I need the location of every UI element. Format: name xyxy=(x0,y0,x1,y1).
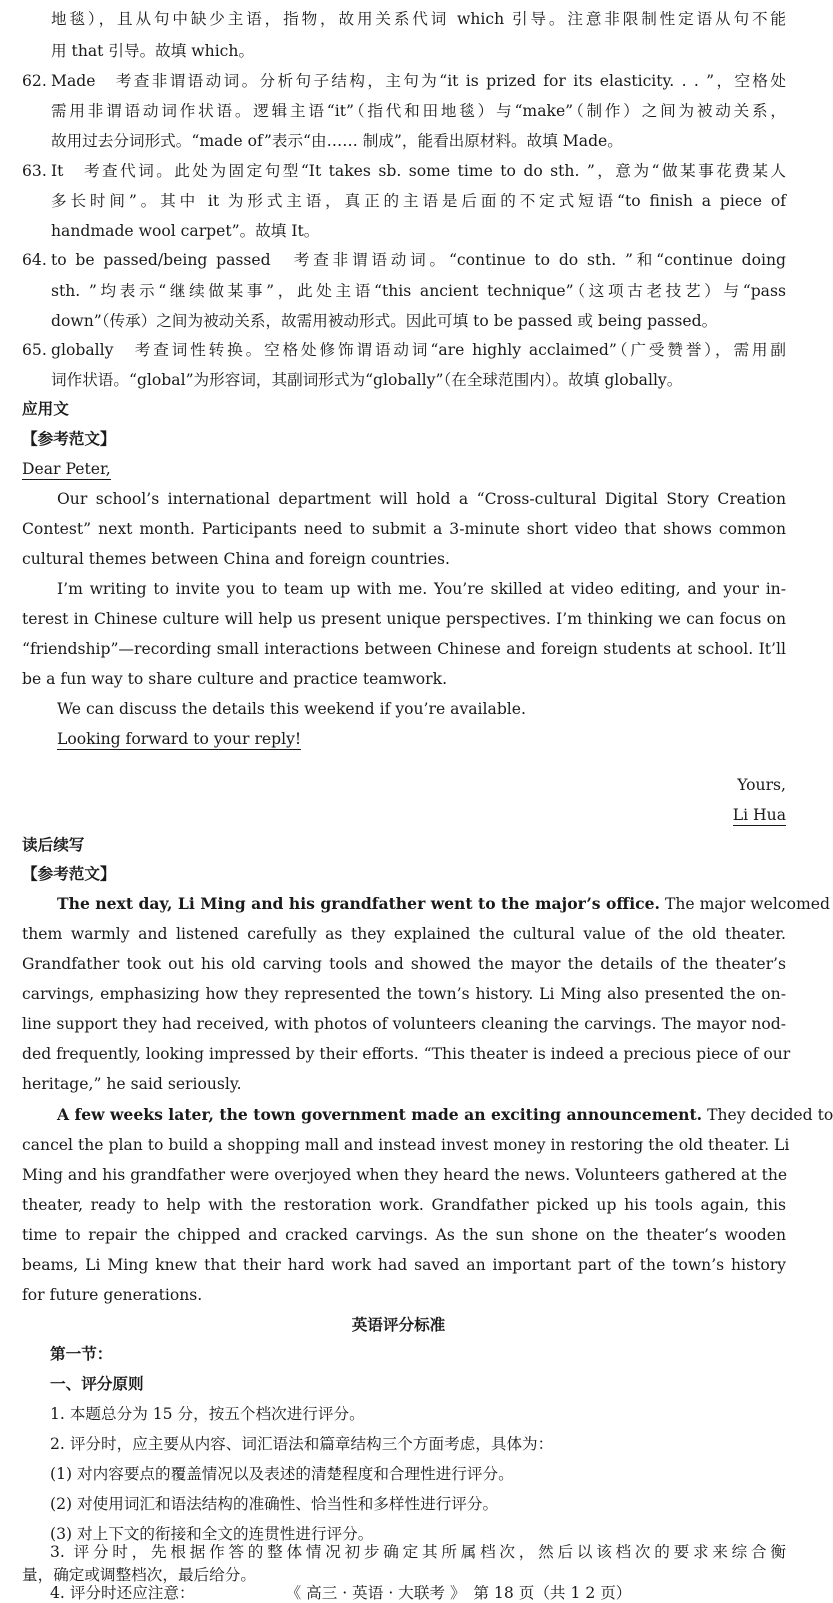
letter-sign-off: Yours, xyxy=(737,776,786,794)
answer-63-line-1: It 考查代词。此处为固定句型“It takes sb. some time to do sth. ”，意为“做某事花费某人 xyxy=(51,162,786,180)
letter-p2-line-2: terest in Chinese culture will help us present unique perspectives. I’m thinking we can focus on xyxy=(22,610,786,628)
reference-essay-label: 【参考范文】 xyxy=(22,430,116,448)
story-p2-line-1-rest: They decided to xyxy=(702,1106,833,1124)
story-p1-line-6: ded frequently, looking impressed by their efforts. “This theater is indeed a precious piece of our xyxy=(22,1045,791,1063)
answer-62-line-1: Made 考查非谓语动词。分析句子结构，主句为“it is prized for its elasticity. . . ”，空格处 xyxy=(51,72,786,90)
letter-p1-line-1: Our school’s international department will hold a “Cross-cultural Digital Story Creation xyxy=(57,490,786,508)
letter-p2-line-3: “friendship”—recording small interactions between Chinese and foreign students at school. It’ll xyxy=(22,640,786,658)
story-p2-line-6: beams, Li Ming knew that their hard work had saved an important part of the town’s history xyxy=(22,1256,786,1274)
letter-signature-text: Li Hua xyxy=(732,806,786,824)
letter-signature xyxy=(733,800,786,831)
page-footer xyxy=(0,1583,797,1603)
answer-61-line-2: 用 that 引导。故填 which。 xyxy=(51,42,255,60)
scoring-rule-2: 2. 评分时，应主要从内容、词汇语法和篇章结构三个方面考虑，具体为： xyxy=(50,1435,554,1453)
story-p2-line-2: cancel the plan to build a shopping mall and instead invest money in restoring the old theater. Li xyxy=(22,1136,790,1154)
story-p2-line-5: time to repair the chipped and cracked carvings. As the sun shone on the theater’s wooden xyxy=(22,1226,786,1244)
scoring-part: 第一节： xyxy=(50,1345,113,1363)
answer-62-number: 62. xyxy=(22,72,47,90)
story-p1-line-7: heritage,” he said seriously. xyxy=(22,1075,242,1093)
reference-essay-label-2: 【参考范文】 xyxy=(22,865,116,883)
answer-64-line-1: to be passed/being passed 考查非谓语动词。“continue to do sth. ”和“continue doing xyxy=(51,251,786,269)
answer-64-line-2: sth. ”均表示“继续做某事”，此处主语“this ancient technique”（这项古老技艺）与“pass xyxy=(51,282,786,300)
story-p2-lead-sentence: A few weeks later, the town government made an exciting announcement. xyxy=(57,1105,703,1124)
answer-65-line-1: globally 考查词性转换。空格处修饰谓语动词“are highly acclaimed”（广受赞誉），需用副 xyxy=(51,341,786,359)
scoring-rule-3-line-1: 3. 评分时，先根据作答的整体情况初步确定其所属档次，然后以该档次的要求来综合衡 xyxy=(50,1543,786,1561)
story-p1-line-2: them warmly and listened carefully as they explained the cultural value of the old theater. xyxy=(22,925,786,943)
letter-p1-line-3: cultural themes between China and foreign countries. xyxy=(22,550,451,568)
letter-greeting-text: Dear Peter, xyxy=(22,460,111,478)
answer-62-line-3: 故用过去分词形式。“made of”表示“由…… 制成”，能看出原材料。故填 Made。 xyxy=(51,132,623,150)
section-heading-applied-writing: 应用文 xyxy=(22,400,69,418)
section-heading-continuation-writing: 读后续写 xyxy=(22,836,85,854)
letter-p2-line-4: be a fun way to share culture and practice teamwork. xyxy=(22,670,448,688)
story-p1-line-4: carvings, emphasizing how they represented the town’s history. Li Ming also presented the on- xyxy=(22,985,786,1003)
story-p2-line-7: for future generations. xyxy=(22,1286,203,1304)
scoring-rule-1: 1. 本题总分为 15 分，按五个档次进行评分。 xyxy=(50,1405,365,1423)
letter-closing xyxy=(57,724,301,755)
story-p1-line-3: Grandfather took out his old carving tools and showed the mayor the details of the theater’s xyxy=(22,955,786,973)
scoring-title: 英语评分标准 xyxy=(351,1316,446,1334)
page-footer-text: 《 高三 · 英语 · 大联考 》 第 18 页（共 1 2 页） xyxy=(285,1584,632,1602)
story-p1-line-1 xyxy=(57,889,830,920)
answer-64-line-3: down”（传承）之间为被动关系，故需用被动形式。因此可填 to be passed 或 being passed。 xyxy=(51,312,718,330)
answer-62-line-2: 需用非谓语动词作状语。逻辑主语“it”（指代和田地毯）与“make”（制作）之间为被动关系， xyxy=(51,102,786,120)
scoring-rule-2-2: (2) 对使用词汇和语法结构的准确性、恰当性和多样性进行评分。 xyxy=(50,1495,499,1513)
story-p1-line-5: line support they had received, with photos of volunteers cleaning the carvings. The mayor nod- xyxy=(22,1015,786,1033)
answer-63-line-2: 多长时间”。其中 it 为形式主语，真正的主语是后面的不定式短语“to finish a piece of xyxy=(51,192,786,210)
letter-p1-line-2: Contest” next month. Participants need to submit a 3-minute short video that shows common xyxy=(22,520,786,538)
scoring-rule-4-visible: 4. 评分时还应注意： xyxy=(50,1584,195,1602)
letter-greeting xyxy=(22,454,111,485)
answer-63-number: 63. xyxy=(22,162,47,180)
story-p2-line-4: theater, ready to help with the restoration work. Grandfather picked up his tools again, this xyxy=(22,1196,786,1214)
letter-closing-text: Looking forward to your reply! xyxy=(57,730,302,748)
story-p1-lead-sentence: The next day, Li Ming and his grandfather went to the major’s office. xyxy=(57,894,660,913)
answer-61-line-1: 地毯），且从句中缺少主语，指物，故用关系代词 which 引导。注意非限制性定语从句不能 xyxy=(51,10,786,28)
story-p2-line-3: Ming and his grandfather were overjoyed when they heard the news. Volunteers gathered at the xyxy=(22,1166,788,1184)
letter-p2-line-1: I’m writing to invite you to team up with me. You’re skilled at video editing, and your in- xyxy=(57,580,786,598)
story-p1-line-1-rest: The major welcomed xyxy=(660,895,830,913)
answer-65-number: 65. xyxy=(22,341,47,359)
story-p2-line-1 xyxy=(57,1100,833,1131)
scoring-principle-heading: 一、评分原则 xyxy=(50,1375,144,1393)
answer-63-line-3: handmade wool carpet”。故填 It。 xyxy=(51,222,320,240)
letter-p3: We can discuss the details this weekend if you’re available. xyxy=(57,700,526,718)
answer-64-number: 64. xyxy=(22,251,47,269)
scoring-rule-2-3: (3) 对上下文的衔接和全文的连贯性进行评分。 xyxy=(50,1525,374,1543)
answer-65-line-2: 词作状语。“global”为形容词，其副词形式为“globally”（在全球范围内）。故填 globally。 xyxy=(51,371,683,389)
scoring-rule-3-line-2: 量，确定或调整档次，最后给分。 xyxy=(22,1566,256,1584)
scoring-rule-2-1: (1) 对内容要点的覆盖情况以及表述的清楚程度和合理性进行评分。 xyxy=(50,1465,514,1483)
